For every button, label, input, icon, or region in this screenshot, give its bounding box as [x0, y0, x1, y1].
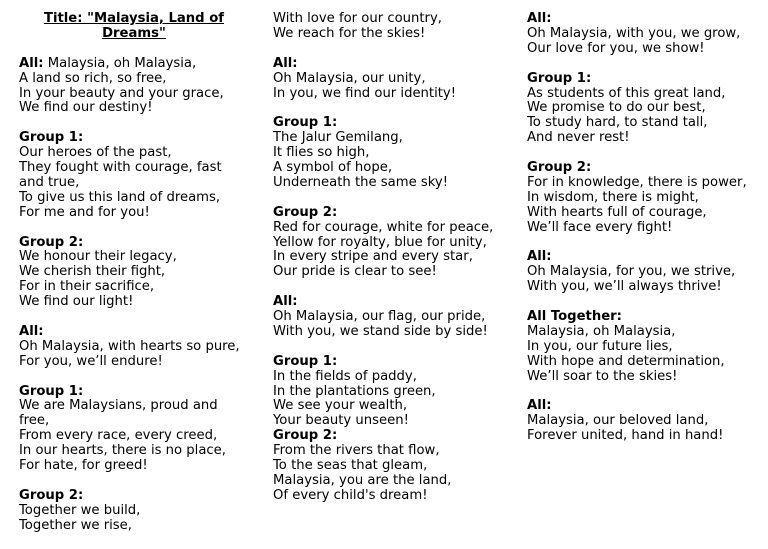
stanza-line: To the seas that gleam,: [273, 458, 428, 474]
stanza: [527, 310, 762, 385]
stanza-line: In your beauty and your grace,: [19, 85, 224, 101]
stanza: [19, 489, 249, 534]
speaker-label: Group 2:: [19, 234, 84, 250]
poem-title: Title: "Malaysia, Land of Dreams": [43, 11, 225, 41]
poem-column-2: [273, 12, 508, 519]
stanza: [273, 355, 508, 430]
stanza-line: We reach for the skies!: [273, 25, 426, 41]
stanza-line: We’ll face every fight!: [527, 219, 673, 235]
speaker-label: All:: [527, 249, 552, 265]
stanza-line: With you, we stand side by side!: [273, 323, 488, 339]
line-text: Malaysia, oh Malaysia,: [47, 55, 197, 71]
speaker-label: All:: [273, 294, 298, 310]
stanza-line: Together we build,: [19, 502, 141, 518]
speaker-label: All:: [19, 323, 44, 339]
stanza-line: Yellow for royalty, blue for unity,: [273, 234, 487, 250]
stanza: [19, 385, 249, 474]
stanza-line: In every stripe and every star,: [273, 249, 473, 265]
speaker-label: Group 2:: [19, 487, 84, 503]
stanza-line: To give us this land of dreams,: [19, 189, 221, 205]
stanza: [19, 325, 249, 370]
stanza-line: And never rest!: [527, 130, 630, 146]
stanza-line: Together we rise,: [19, 517, 132, 533]
stanza: [273, 206, 508, 281]
stanza-line: [19, 57, 249, 72]
stanza-line: We are Malaysians, proud and free,: [19, 398, 218, 429]
stanza-line: For in their sacrifice,: [19, 279, 155, 295]
stanza-line: Underneath the same sky!: [273, 174, 449, 190]
stanza: [19, 236, 249, 311]
stanza-line: Of every child's dream!: [273, 487, 428, 503]
stanza-line: It flies so high,: [273, 145, 370, 161]
stanza-line: We cherish their fight,: [19, 264, 166, 280]
stanza: [273, 429, 508, 504]
stanza-line: Your beauty unseen!: [273, 413, 409, 429]
stanza-line: Malaysia, oh Malaysia,: [527, 323, 676, 339]
stanza-line: We honour their legacy,: [19, 249, 177, 265]
speaker-label: Group 1:: [19, 383, 84, 399]
stanza: [527, 161, 762, 236]
stanza-line: Our heroes of the past,: [19, 145, 172, 161]
stanza-line: With love for our country,: [273, 11, 442, 26]
speaker-label: Group 2:: [273, 428, 338, 444]
speaker-label: Group 1:: [273, 353, 338, 369]
speaker-label: Group 2:: [273, 204, 338, 220]
stanza: [527, 399, 762, 444]
stanza-line: Red for courage, white for peace,: [273, 219, 494, 235]
stanza-line: From every race, every creed,: [19, 428, 218, 444]
stanza: [19, 131, 249, 220]
stanza-line: A land so rich, so free,: [19, 70, 167, 86]
stanza-line: Our love for you, we show!: [527, 40, 705, 56]
stanza-line: Oh Malaysia, our flag, our pride,: [273, 309, 486, 325]
stanza-line: They fought with courage, fast and true,: [19, 160, 222, 190]
stanza-line: For me and for you!: [19, 204, 150, 220]
stanza-line: We’ll soar to the skies!: [527, 368, 678, 384]
stanza: [273, 116, 508, 191]
speaker-label: All:: [527, 11, 552, 26]
stanza-line: With hope and determination,: [527, 353, 725, 369]
stanza-line: Oh Malaysia, for you, we strive,: [527, 264, 736, 280]
stanza: [527, 12, 762, 57]
stanza-line: In the plantations green,: [273, 383, 436, 399]
stanza-line: In our hearts, there is no place,: [19, 443, 226, 459]
stanza-line: For you, we’ll endure!: [19, 353, 163, 369]
stanza-line: Malaysia, our beloved land,: [527, 413, 709, 429]
stanza: [19, 57, 249, 117]
stanza: [527, 250, 762, 295]
stanza-line: A symbol of hope,: [273, 160, 393, 176]
stanza: [273, 12, 508, 42]
poem-column-3: [527, 12, 762, 459]
stanza-line: With hearts full of courage,: [527, 204, 707, 220]
speaker-label: All Together:: [527, 309, 622, 325]
stanza-line: For in knowledge, there is power,: [527, 174, 747, 190]
stanza-line: The Jalur Gemilang,: [273, 130, 403, 146]
speaker-label: All:: [527, 398, 552, 414]
stanza-line: We promise to do our best,: [527, 100, 706, 116]
stanza-line: Oh Malaysia, with you, we grow,: [527, 25, 741, 41]
stanza-line: We find our light!: [19, 294, 134, 310]
stanza-line: We see your wealth,: [273, 398, 408, 414]
stanza: [273, 57, 508, 102]
stanza-line: Oh Malaysia, with hearts so pure,: [19, 338, 240, 354]
speaker-label: All:: [273, 55, 298, 71]
stanza-line: We find our destiny!: [19, 100, 153, 116]
stanza-line: In the fields of paddy,: [273, 368, 417, 384]
speaker-label: Group 1:: [19, 130, 84, 146]
speaker-label: Group 1:: [273, 115, 338, 131]
stanza-line: To study hard, to stand tall,: [527, 115, 708, 131]
stanza-line: Forever united, hand in hand!: [527, 428, 724, 444]
stanza-line: In you, our future lies,: [527, 338, 673, 354]
stanza-line: Malaysia, you are the land,: [273, 473, 452, 489]
stanza-line: As students of this great land,: [527, 85, 726, 101]
speaker-label: Group 2:: [527, 160, 592, 176]
stanza: [273, 295, 508, 340]
stanza: [527, 72, 762, 147]
stanza-line: In you, we find our identity!: [273, 85, 457, 101]
stanza-line: In wisdom, there is might,: [527, 189, 699, 205]
poem-column-1: [19, 12, 249, 549]
stanza-line: For hate, for greed!: [19, 458, 148, 474]
stanza-line: Oh Malaysia, our unity,: [273, 70, 426, 86]
speaker-label: All:: [19, 55, 44, 71]
speaker-label: Group 1:: [527, 70, 592, 86]
stanza-line: With you, we’ll always thrive!: [527, 279, 722, 295]
stanza-line: Our pride is clear to see!: [273, 264, 437, 280]
stanza-line: From the rivers that flow,: [273, 443, 440, 459]
